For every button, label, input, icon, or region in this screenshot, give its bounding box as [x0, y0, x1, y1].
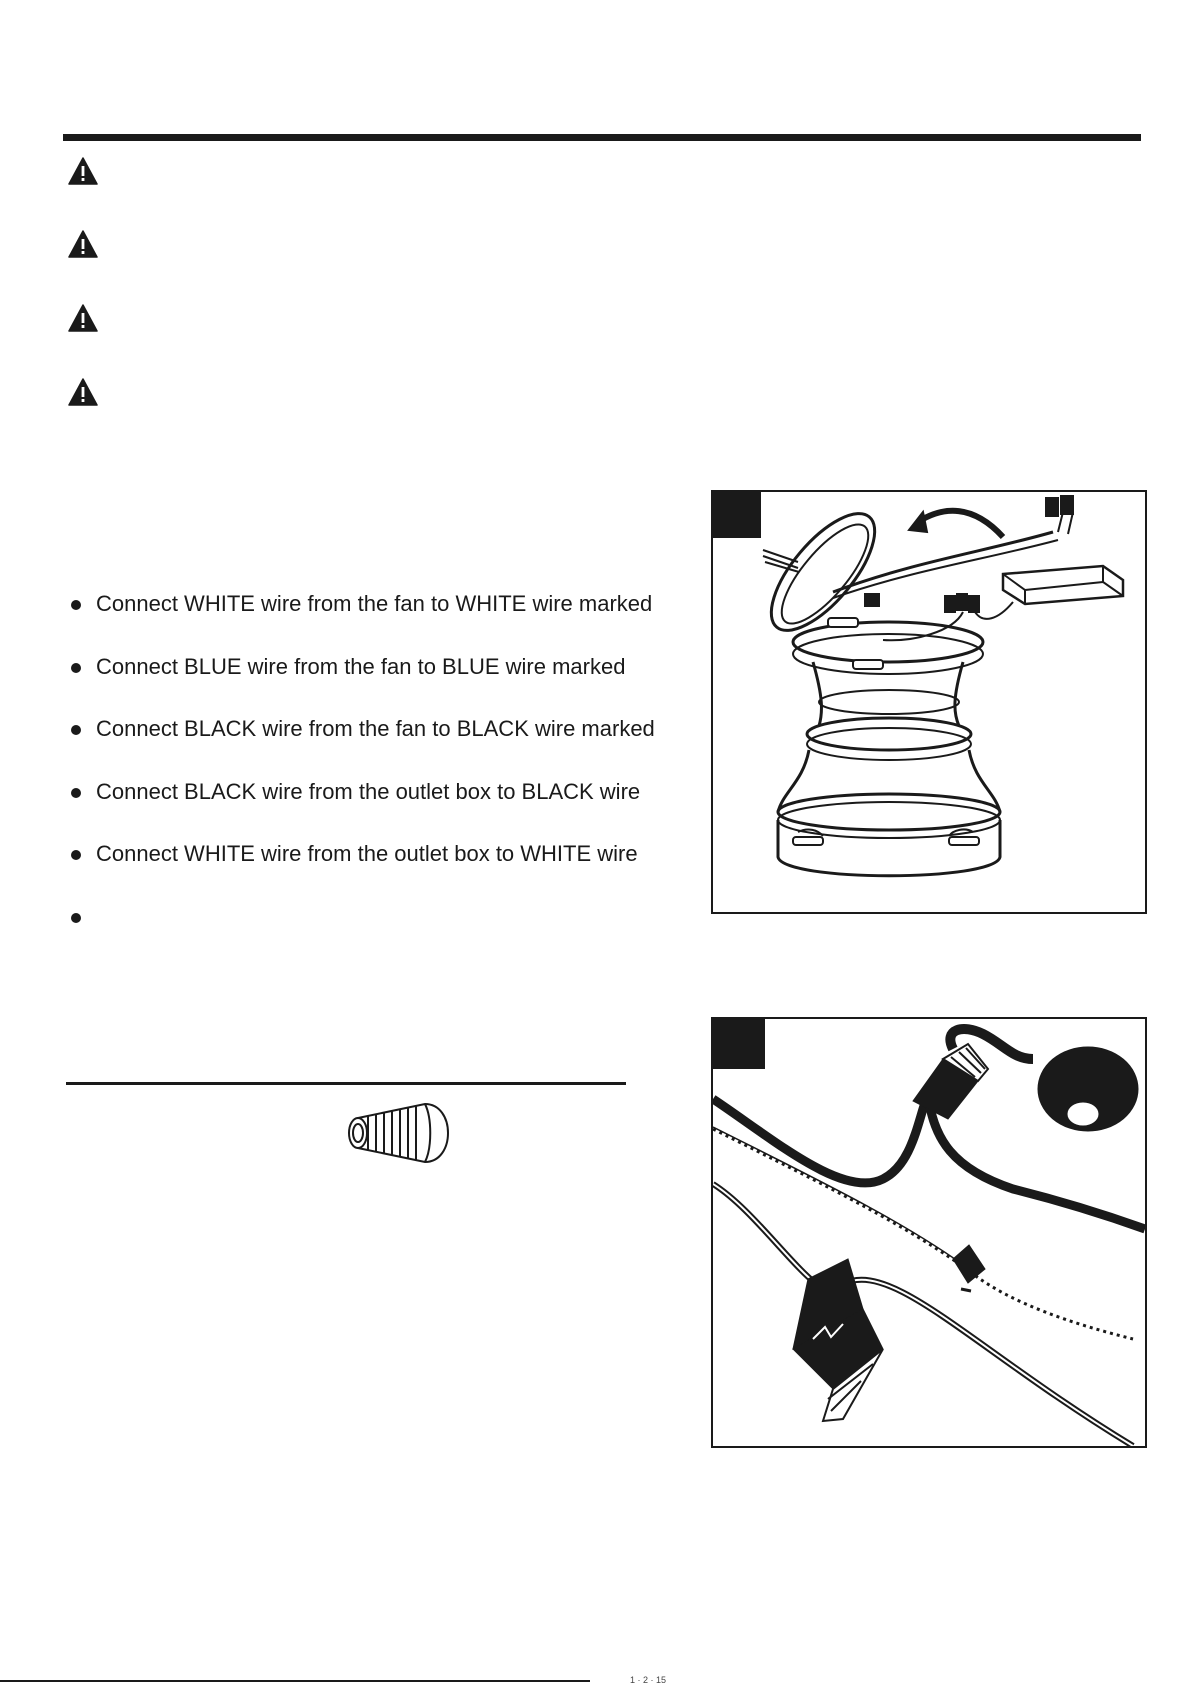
instruction-text: Connect BLUE wire from the fan to BLUE wire marked — [96, 653, 626, 679]
figure-fan-wiring — [711, 490, 1147, 914]
warning-triangle-icon — [68, 378, 98, 406]
bullet-dot — [71, 725, 81, 735]
footer-text: 1 · 2 · 15 — [630, 1675, 667, 1685]
wire-nut-icon — [340, 1100, 455, 1166]
instruction-text: Connect BLACK wire from the fan to BLACK wire marked — [96, 716, 655, 741]
bullet-dot — [71, 663, 81, 673]
warning-triangle-icon — [68, 304, 98, 332]
footer-rule — [0, 1680, 590, 1682]
warning-triangle-icon — [68, 157, 98, 185]
bullet-dot — [71, 600, 81, 610]
warning-triangle-icon — [68, 230, 98, 258]
figure-number-tab — [713, 492, 761, 538]
instruction-text: Connect BLACK wire from the outlet box to BLACK wire — [96, 778, 641, 804]
wire-connections-illustration — [713, 1019, 1145, 1446]
figure-wire-connections — [711, 1017, 1147, 1448]
figure-number-tab — [713, 1019, 765, 1069]
section-rule — [66, 1082, 626, 1085]
instruction-text: Connect WHITE wire from the fan to WHITE wire marked — [96, 591, 653, 616]
fan-housing-illustration — [713, 492, 1145, 912]
bullet-dot — [71, 913, 81, 923]
bullet-dot — [71, 788, 81, 798]
instruction-text: Connect WHITE wire from the outlet box to WHITE wire — [96, 841, 638, 866]
bullet-dot — [71, 850, 81, 860]
top-rule — [63, 134, 1141, 141]
